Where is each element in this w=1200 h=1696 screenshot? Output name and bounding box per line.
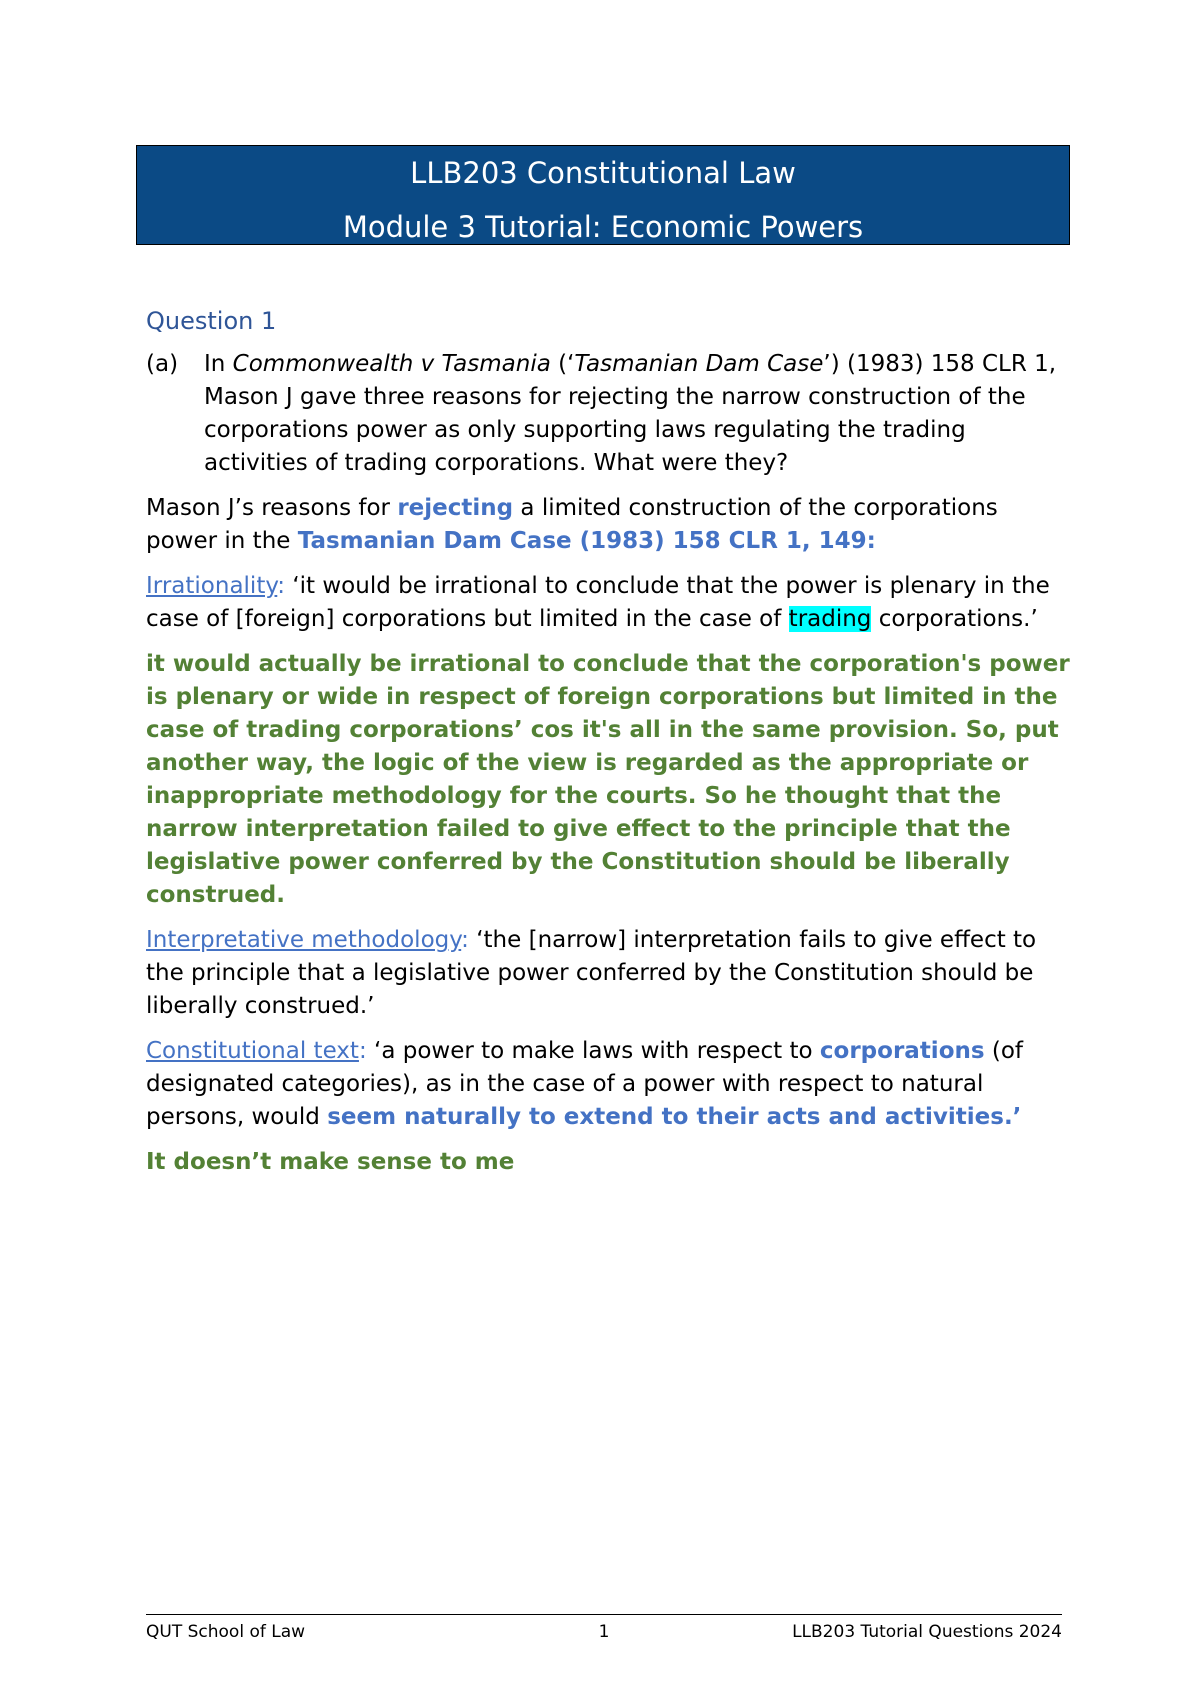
- question-heading: Question 1: [146, 307, 277, 335]
- question-item: [146, 348, 1076, 480]
- case-name: Commonwealth v Tasmania: [232, 351, 551, 377]
- question-text-rest: ’) (1983) 158 CLR 1, Mason J gave three reasons for rejecting the narrow construction of the corporations power as only supporting laws regulating the trading activities of trading corporations. What were they?: [204, 351, 1057, 476]
- reason-irrationality-colon: :: [277, 573, 286, 599]
- reason-text-label: Constitutional text: [146, 1038, 359, 1064]
- footer-school: QUT School of Law: [146, 1622, 306, 1642]
- reason-constitutional-text: [146, 1035, 1076, 1134]
- reason-text-colon: :: [358, 1038, 367, 1064]
- question-text-pre: In: [204, 351, 233, 377]
- reason-irrationality-text: ‘it would be irrational to conclude that the power is plenary in the case of [foreign] corporations but limited in the case of: [146, 573, 1050, 632]
- intro-case-citation: Tasmanian Dam Case (1983) 158 CLR 1, 149:: [297, 528, 876, 554]
- page-number: 1: [598, 1622, 610, 1642]
- document-body: [146, 304, 1076, 1191]
- reason-text-emphasis: corporations: [819, 1038, 985, 1064]
- reason-text-bold-tail: seem naturally to extend to their acts and activities.’: [327, 1104, 1022, 1130]
- reason-text-pre: ‘a power to make laws with respect to: [366, 1038, 820, 1064]
- reason-irrationality-label: Irrationality: [146, 573, 278, 599]
- reason-methodology-colon: :: [461, 927, 469, 953]
- reason-methodology-text: ‘the [narrow] interpretation fails to give effect to the principle that a legislative power conferred by the Constitution should be liberally construed.’: [146, 927, 1037, 1019]
- question-text-mid: (‘: [550, 351, 575, 377]
- page-footer: [146, 1614, 1062, 1642]
- reason-methodology-label: Interpretative methodology: [146, 927, 462, 953]
- student-note-1: it would actually be irrational to conclude that the corporation's power is plenary or wide in respect of foreign corporations but limited in the case of trading corporations’ cos it's all in the same provision. So, put another way, the logic of the view is regarded as the appropriate or inappropriate methodology for the courts. So he thought that the narrow interpretation failed to give effect to the principle that the legislative power conferred by the Constitution should be liberally construed.: [146, 651, 1070, 908]
- highlighted-word: trading: [788, 606, 872, 632]
- reason-methodology: [146, 924, 1076, 1023]
- reason-text-mid: (of designated categories), as in the case of a power with respect to natural persons, would: [146, 1038, 1024, 1130]
- student-note-2: It doesn’t make sense to me: [146, 1149, 515, 1175]
- footer-course: LLB203 Tutorial Questions 2024: [792, 1622, 1062, 1642]
- intro-text-mid: a limited construction of the corporations power in the: [146, 495, 998, 554]
- answer-intro: [146, 492, 1076, 558]
- reason-irrationality: [146, 570, 1076, 636]
- intro-emphasis: rejecting: [397, 495, 514, 521]
- intro-text: Mason J’s reasons for: [146, 495, 398, 521]
- question-label: (a): [146, 351, 179, 377]
- case-short-name: Tasmanian Dam Case: [574, 351, 824, 377]
- course-title: LLB203 Constitutional Law: [410, 156, 796, 190]
- module-title: Module 3 Tutorial: Economic Powers: [342, 210, 864, 244]
- title-banner: [136, 145, 1070, 245]
- question-text: [204, 348, 1076, 480]
- reason-irrationality-text-end: corporations.’: [871, 606, 1038, 632]
